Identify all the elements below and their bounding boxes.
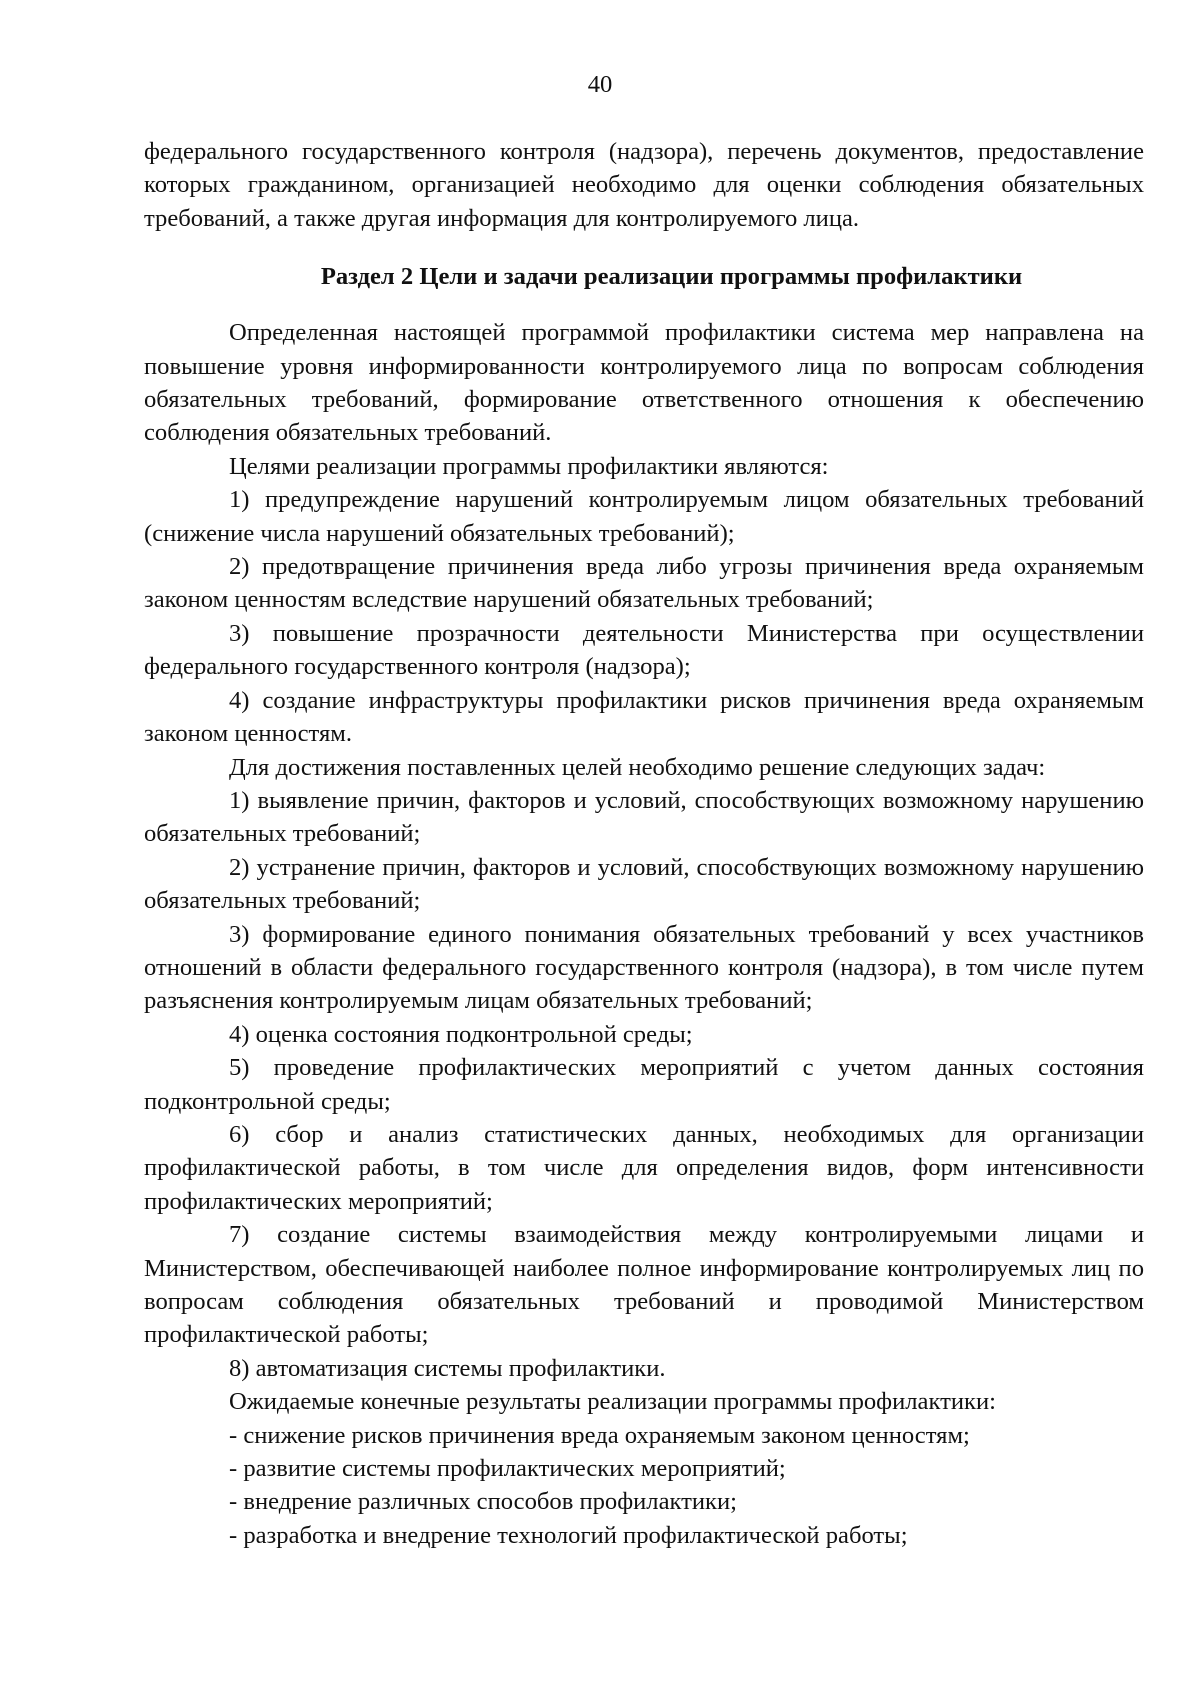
- task-item-5: 5) проведение профилактических мероприятий с учетом данных состояния подконтрольной среды;: [144, 1054, 1144, 1115]
- body-text: [144, 135, 1144, 1552]
- task-item-1: 1) выявление причин, факторов и условий, способствующих возможному нарушению обязательных требований;: [144, 786, 1144, 848]
- result-item-4: - разработка и внедрение технологий профилактической работы;: [229, 1521, 908, 1549]
- paragraph-purpose: Определенная настоящей программой профилактики система мер направлена на повышение уровня информированности контролируемого лица по вопросам соблюдения обязательных требований, формирование ответственного отношения к обеспечению соблюдения обязательных требований.: [144, 319, 1144, 447]
- result-item-1: - снижение рисков причинения вреда охраняемым законом ценностям;: [229, 1421, 970, 1449]
- result-item-3: - внедрение различных способов профилактики;: [229, 1488, 737, 1516]
- task-item-3: 3) формирование единого понимания обязательных требований у всех участников отношений в области федерального государственного контроля (надзора), в том числе путем разъяснения контролируемым лицам обязательных требований;: [144, 920, 1144, 1015]
- goal-item-4: 4) создание инфраструктуры профилактики рисков причинения вреда охраняемым законом ценностям.: [144, 686, 1144, 748]
- goal-item-1: 1) предупреждение нарушений контролируемым лицом обязательных требований (снижение числа нарушений обязательных требований);: [144, 486, 1144, 547]
- task-item-7: 7) создание системы взаимодействия между контролируемыми лицами и Министерством, обеспечивающей наиболее полное информирование контролируемых лиц по вопросам соблюдения обязательных требований и проводимой Министерством профилактической работы;: [144, 1221, 1144, 1349]
- task-item-8: 8) автоматизация системы профилактики.: [229, 1354, 666, 1382]
- goal-item-3: 3) повышение прозрачности деятельности Министерства при осуществлении федерального государственного контроля (надзора);: [144, 619, 1144, 681]
- page-number: 40: [587, 71, 613, 98]
- goal-item-2: 2) предотвращение причинения вреда либо угрозы причинения вреда охраняемым законом ценностям вследствие нарушений обязательных требований;: [144, 553, 1144, 614]
- intro-paragraph: федерального государственного контроля (надзора), перечень документов, предоставление которых гражданином, организацией необходимо для оценки соблюдения обязательных требований, а также другая информация для контролируемого лица.: [144, 138, 1144, 232]
- task-item-6: 6) сбор и анализ статистических данных, необходимых для организации профилактической работы, в том числе для определения видов, форм интенсивности профилактических мероприятий;: [144, 1120, 1144, 1215]
- paragraph-tasks-intro: Для достижения поставленных целей необходимо решение следующих задач:: [229, 753, 1046, 781]
- paragraph-goals-intro: Целями реализации программы профилактики являются:: [229, 452, 829, 480]
- task-item-2: 2) устранение причин, факторов и условий, способствующих возможному нарушению обязательных требований;: [144, 853, 1144, 915]
- task-item-4: 4) оценка состояния подконтрольной среды;: [229, 1020, 693, 1048]
- section-heading: Раздел 2 Цели и задачи реализации программы профилактики: [320, 263, 1023, 291]
- result-item-2: - развитие системы профилактических мероприятий;: [229, 1455, 786, 1483]
- paragraph-results-intro: Ожидаемые конечные результаты реализации программы профилактики:: [229, 1388, 996, 1416]
